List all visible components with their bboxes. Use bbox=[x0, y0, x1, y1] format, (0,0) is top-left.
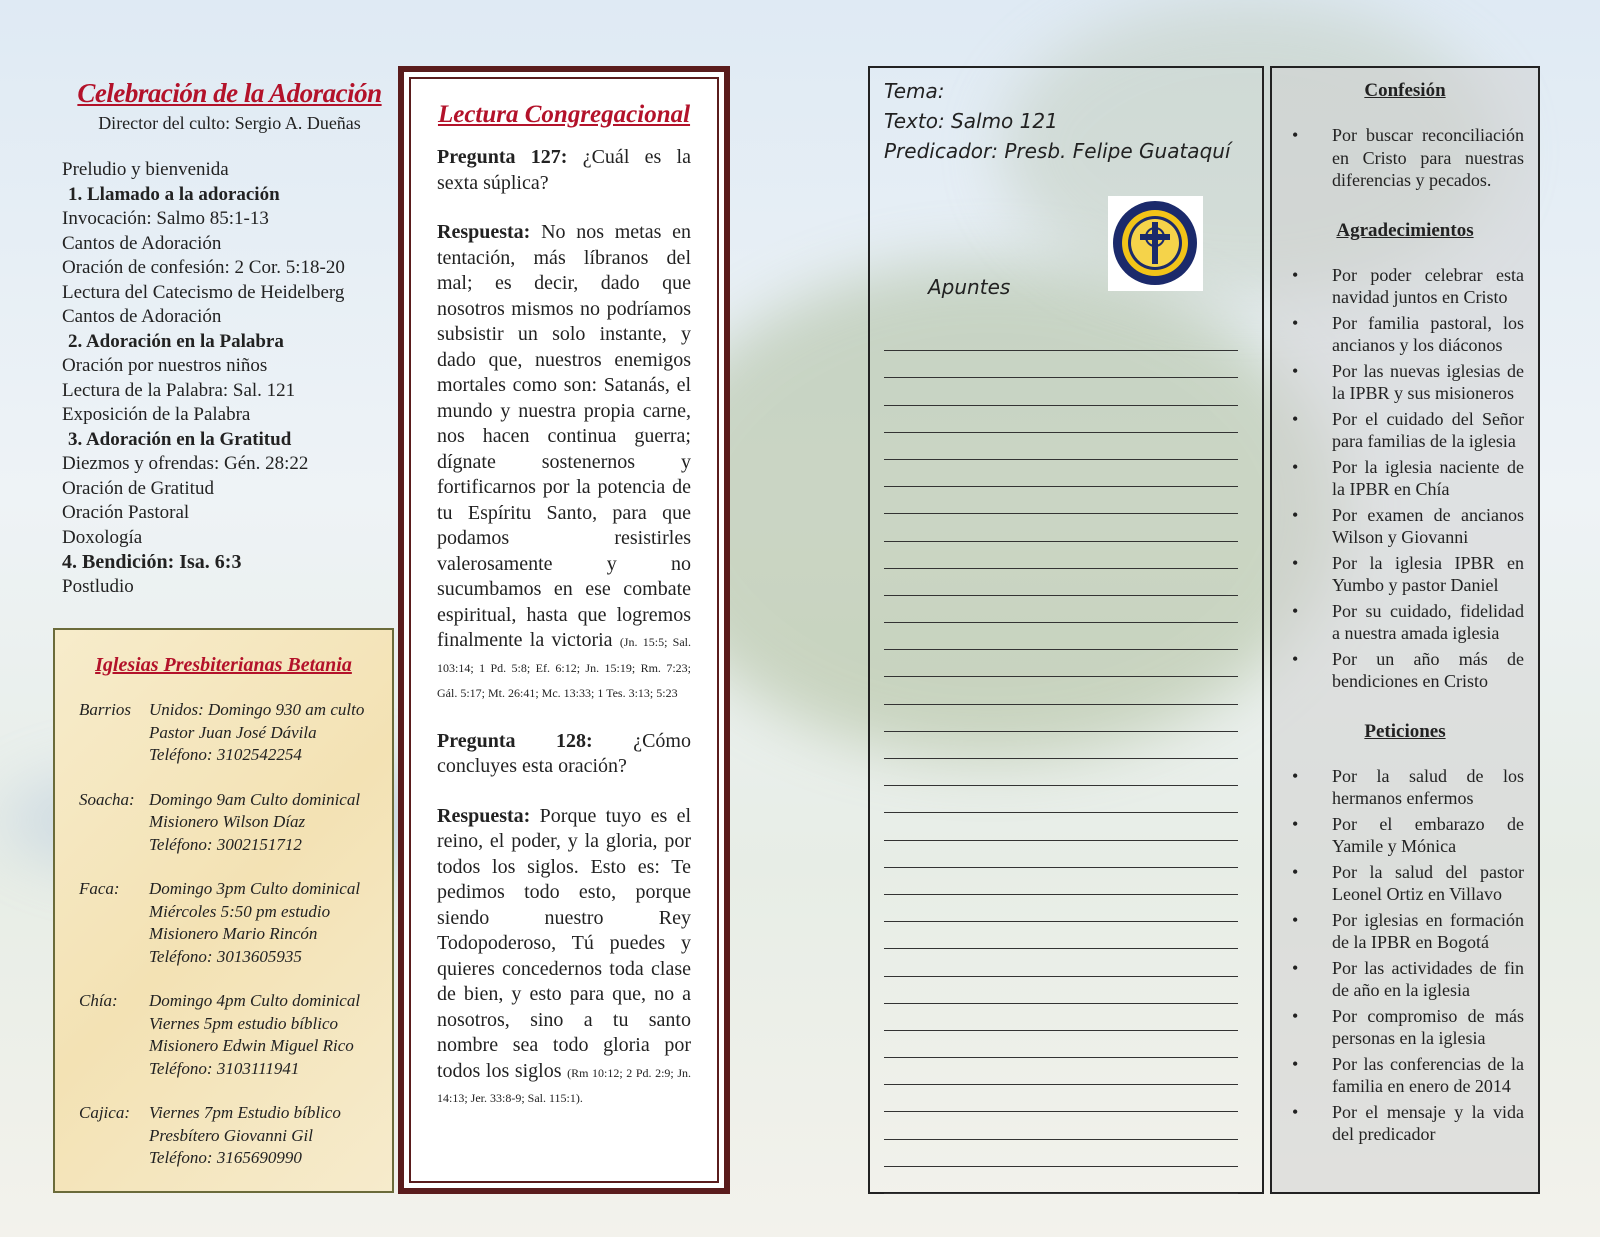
church-detail-line: Teléfono: 3013605935 bbox=[149, 946, 302, 966]
order-item: Postludio bbox=[62, 575, 134, 597]
prayer-item: • Por la salud del pastor Leonel Ortiz en Villavo bbox=[1332, 861, 1524, 906]
church-detail-line: Misionero Wilson Díaz bbox=[149, 812, 306, 831]
note-line bbox=[884, 569, 1238, 596]
note-line bbox=[884, 378, 1238, 405]
church-schedule: Domingo 4pm Culto dominical bbox=[149, 991, 361, 1010]
thanksgiving-list bbox=[1286, 264, 1524, 693]
church-entry bbox=[69, 1102, 378, 1170]
note-line bbox=[884, 514, 1238, 541]
order-item: Lectura del Catecismo de Heidelberg bbox=[62, 281, 345, 303]
church-detail-line: Misionero Mario Rincón bbox=[149, 924, 318, 943]
church-detail-line: Viernes 5pm estudio bíblico bbox=[149, 1013, 339, 1033]
church-details bbox=[149, 699, 378, 767]
question-127 bbox=[437, 145, 691, 196]
prayer-item: • Por la iglesia naciente de la IPBR en Chía bbox=[1332, 456, 1524, 501]
church-schedule: Viernes 7pm Estudio bíblico bbox=[149, 1103, 341, 1122]
order-section-heading: 2. Adoración en la Palabra bbox=[68, 330, 284, 352]
note-line bbox=[884, 406, 1238, 433]
sermon-preacher: Predicador: Presb. Felipe Guataquí bbox=[884, 139, 1231, 163]
answer-label: Respuesta: bbox=[437, 221, 531, 243]
answer-references: (Rm 10:12; 2 Pd. 2:9; Jn. 14:13; Jer. 33:8-9; Sal. 115:1). bbox=[437, 1065, 691, 1105]
order-item: Doxología bbox=[62, 526, 143, 548]
note-line bbox=[884, 1085, 1238, 1112]
prayer-item: • Por buscar reconciliación en Cristo para nuestras diferencias y pecados. bbox=[1332, 124, 1524, 192]
order-item: Preludio y bienvenida bbox=[62, 159, 229, 180]
note-line bbox=[884, 650, 1238, 677]
confession-heading: Confesión bbox=[1364, 80, 1446, 101]
thanksgiving-heading: Agradecimientos bbox=[1336, 219, 1474, 241]
note-line bbox=[884, 949, 1238, 976]
question-label: Pregunta 127: bbox=[437, 146, 568, 168]
note-line bbox=[884, 1112, 1238, 1139]
note-line bbox=[884, 542, 1238, 569]
church-location: Chía: bbox=[79, 991, 118, 1010]
question-128 bbox=[437, 729, 691, 780]
prayer-item: • Por poder celebrar esta navidad juntos en Cristo bbox=[1332, 264, 1524, 309]
congregational-reading-panel bbox=[398, 66, 730, 1194]
church-detail-line: Miércoles 5:50 pm estudio bbox=[149, 901, 331, 921]
answer-128 bbox=[437, 804, 691, 1110]
prayer-item: • Por la salud de los hermanos enfermos bbox=[1332, 765, 1524, 810]
church-location: Barrios bbox=[79, 700, 131, 719]
churches-title: Iglesias Presbiterianas Betania bbox=[95, 654, 352, 676]
note-line bbox=[884, 1140, 1238, 1167]
answer-references: (Jn. 15:5; Sal. 103:14; 1 Pd. 5:8; Ef. 6:12; Jn. 15:19; Rm. 7:23; Gál. 5:17; Mt. 26:41; Mc. 13:33; 1 Tes. 3:13; 5:23 bbox=[437, 635, 691, 700]
church-seal-icon bbox=[1108, 196, 1203, 291]
note-line bbox=[884, 460, 1238, 487]
churches-list bbox=[69, 699, 378, 1170]
confession-list bbox=[1286, 124, 1524, 192]
prayer-item: • Por la iglesia IPBR en Yumbo y pastor Daniel bbox=[1332, 552, 1524, 597]
sermon-text: Texto: Salmo 121 bbox=[884, 109, 1058, 133]
church-detail-line: Pastor Juan José Dávila bbox=[149, 722, 317, 742]
order-section-heading: 3. Adoración en la Gratitud bbox=[68, 428, 292, 450]
prayer-item: • Por familia pastoral, los ancianos y los diáconos bbox=[1332, 312, 1524, 357]
order-item: Exposición de la Palabra bbox=[62, 404, 251, 425]
order-item: Invocación: Salmo 85:1-13 bbox=[62, 208, 269, 229]
petitions-list bbox=[1286, 765, 1524, 1146]
order-item: Oración de confesión: 2 Cor. 5:18-20 bbox=[62, 257, 345, 278]
order-item: Lectura de la Palabra: Sal. 121 bbox=[62, 379, 296, 401]
church-location: Cajica: bbox=[79, 1103, 130, 1122]
prayer-item: • Por examen de ancianos Wilson y Giovanni bbox=[1332, 504, 1524, 549]
note-line bbox=[884, 841, 1238, 868]
note-line bbox=[884, 324, 1238, 351]
reading-title: Lectura Congregacional bbox=[437, 101, 691, 128]
order-item: Oración de Gratitud bbox=[62, 477, 214, 499]
note-line bbox=[884, 732, 1238, 759]
church-location: Faca: bbox=[79, 879, 120, 898]
notes-lines bbox=[884, 324, 1238, 1194]
order-item: Diezmos y ofrendas: Gén. 28:22 bbox=[62, 453, 309, 474]
prayer-item: • Por compromiso de más personas en la iglesia bbox=[1332, 1005, 1524, 1050]
church-schedule: Unidos: Domingo 930 am culto bbox=[149, 700, 365, 719]
question-label: Pregunta 128: bbox=[437, 729, 593, 752]
prayer-item: • Por un año más de bendiciones en Cristo bbox=[1332, 648, 1524, 693]
petitions-heading: Peticiones bbox=[1364, 720, 1446, 742]
question-text: ¿Cuál es la sexta súplica? bbox=[437, 146, 691, 194]
church-entry bbox=[69, 878, 378, 968]
prayer-item: • Por las nuevas iglesias de la IPBR y sus misioneros bbox=[1332, 360, 1524, 405]
church-detail-line: Teléfono: 3165690990 bbox=[149, 1148, 302, 1167]
worship-order-panel bbox=[62, 78, 397, 599]
order-section-heading: 1. Llamado a la adoración bbox=[68, 183, 280, 205]
order-item: Cantos de Adoración bbox=[62, 232, 222, 254]
note-line bbox=[884, 813, 1238, 840]
church-details bbox=[149, 789, 378, 857]
order-section-heading: 4. Bendición: Isa. 6:3 bbox=[62, 551, 242, 573]
worship-order-title: Celebración de la Adoración bbox=[77, 78, 382, 108]
churches-box bbox=[53, 628, 394, 1193]
church-detail-line: Teléfono: 3103111941 bbox=[149, 1058, 300, 1078]
worship-director: Director del culto: Sergio A. Dueñas bbox=[98, 113, 361, 133]
note-line bbox=[884, 487, 1238, 514]
prayer-item: • Por las actividades de fin de año en la iglesia bbox=[1332, 957, 1524, 1002]
sermon-theme: Tema: bbox=[884, 79, 945, 103]
prayer-item: • Por las conferencias de la familia en enero de 2014 bbox=[1332, 1053, 1524, 1098]
church-location: Soacha: bbox=[79, 789, 135, 809]
note-line bbox=[884, 1004, 1238, 1031]
note-line bbox=[884, 1167, 1238, 1194]
notes-label: Apuntes bbox=[928, 275, 1011, 299]
order-item: Oración por nuestros niños bbox=[62, 355, 268, 376]
answer-label: Respuesta: bbox=[437, 804, 531, 827]
prayer-item: • Por el embarazo de Yamile y Mónica bbox=[1332, 813, 1524, 858]
note-line bbox=[884, 433, 1238, 460]
sermon-notes-panel bbox=[868, 66, 1264, 1194]
prayer-item: • Por iglesias en formación de la IPBR en Bogotá bbox=[1332, 909, 1524, 954]
church-logo bbox=[1108, 196, 1203, 291]
note-line bbox=[884, 895, 1238, 922]
note-line bbox=[884, 868, 1238, 895]
worship-order-list bbox=[62, 158, 397, 599]
note-line bbox=[884, 922, 1238, 949]
order-item: Oración Pastoral bbox=[62, 502, 190, 523]
note-line bbox=[884, 1031, 1238, 1058]
church-entry bbox=[69, 789, 378, 857]
prayer-item: • Por su cuidado, fidelidad a nuestra amada iglesia bbox=[1332, 600, 1524, 645]
reading-inner-frame bbox=[409, 77, 719, 1183]
note-line bbox=[884, 596, 1238, 623]
note-line bbox=[884, 759, 1238, 786]
answer-text: No nos metas en tentación, más líbranos del mal; es decir, dado que nosotros mismos no podríamos subsistir un solo instante, y dado que, nuestros enemigos mortales como son: Satanás, el mundo y nuestra propia carne, nos hacen continua guerra; dígnate sostenernos y fortificarnos por la potencia de tu Espíritu Santo, para que podamos resistirles valerosamente y no sucumbamos en ese combate espiritual, hasta que logremos finalmente la victoria bbox=[437, 221, 691, 651]
note-line bbox=[884, 977, 1238, 1004]
note-line bbox=[884, 1058, 1238, 1085]
church-schedule: Domingo 9am Culto dominical bbox=[149, 789, 361, 809]
order-item: Cantos de Adoración bbox=[62, 306, 222, 327]
church-detail-line: Misionero Edwin Miguel Rico bbox=[149, 1036, 354, 1055]
note-line bbox=[884, 623, 1238, 650]
church-detail-line: Teléfono: 3102542254 bbox=[149, 745, 302, 764]
prayer-item: • Por el mensaje y la vida del predicador bbox=[1332, 1101, 1524, 1146]
question-text: ¿Cómo concluyes esta oración? bbox=[437, 729, 691, 777]
church-detail-line: Presbítero Giovanni Gil bbox=[149, 1125, 313, 1145]
church-entry bbox=[69, 699, 378, 767]
prayer-requests-panel bbox=[1270, 66, 1540, 1194]
answer-text: Porque tuyo es el reino, el poder, y la gloria, por todos los siglos. Esto es: Te pedimos todo esto, porque siendo nuestro Rey Todopoderoso, Tú puedes y quieres concedernos toda clase de bien, y esto para que, no a nosotros, sino a tu santo nombre sea todo gloria por todos los siglos bbox=[437, 804, 691, 1082]
note-line bbox=[884, 786, 1238, 813]
prayer-item: • Por el cuidado del Señor para familias de la iglesia bbox=[1332, 408, 1524, 453]
church-schedule: Domingo 3pm Culto dominical bbox=[149, 879, 361, 898]
answer-127 bbox=[437, 220, 691, 705]
note-line bbox=[884, 705, 1238, 732]
note-line bbox=[884, 351, 1238, 378]
church-details bbox=[149, 1102, 378, 1170]
church-details bbox=[149, 990, 378, 1080]
church-details bbox=[149, 878, 378, 968]
church-entry bbox=[69, 990, 378, 1080]
church-detail-line: Teléfono: 3002151712 bbox=[149, 834, 302, 854]
note-line bbox=[884, 677, 1238, 704]
